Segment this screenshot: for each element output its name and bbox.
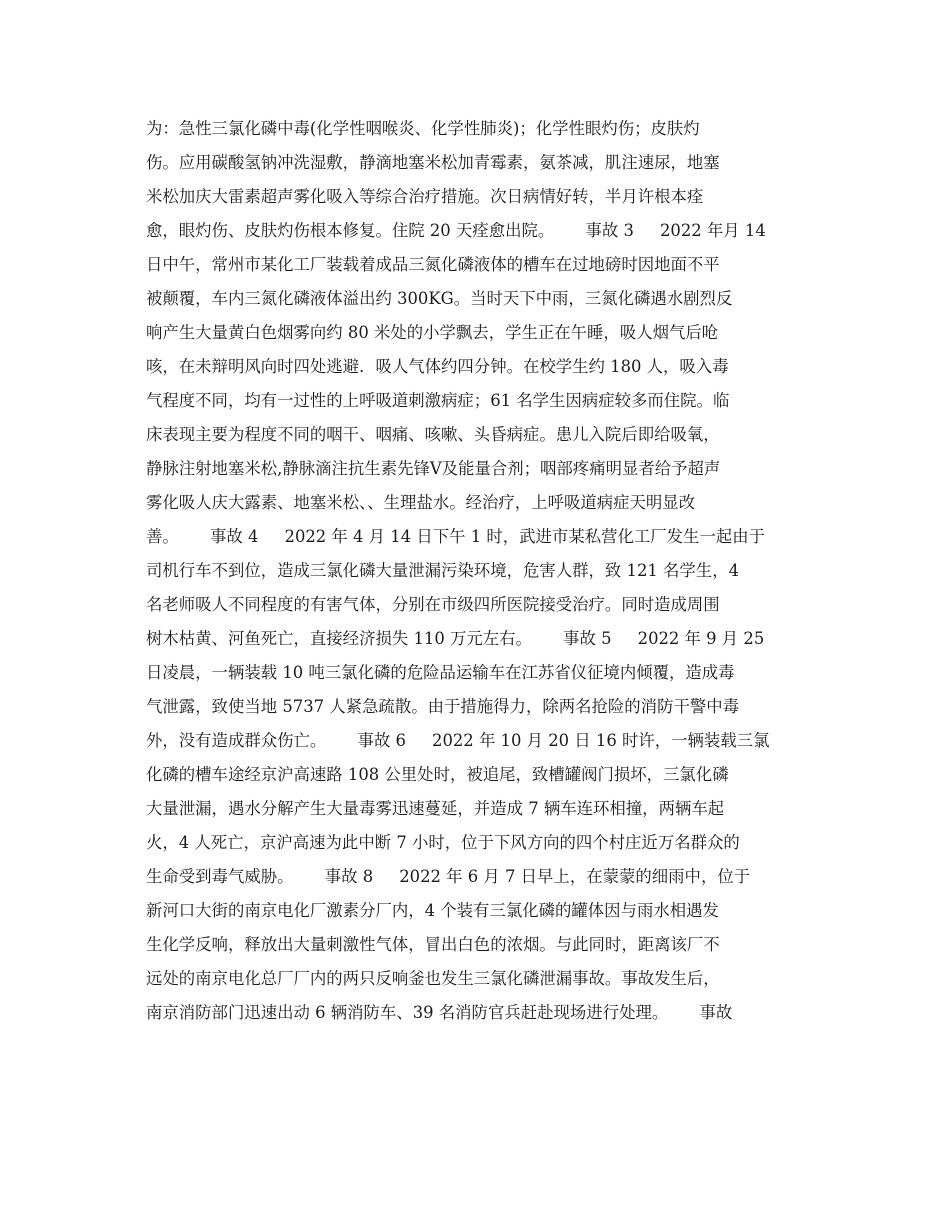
text-line: 司机行车不到位，造成三氯化磷大量泄漏污染环境，危害人群，致 121 名学生，4 xyxy=(146,561,740,580)
text-line: 远处的南京电化总厂厂内的两只反响釜也发生三氯化磷泄漏事故。事故发生后， xyxy=(146,969,720,988)
text-line: 静脉注射地塞米松,静脉滴注抗生素先锋Ⅴ及能量合剂；咽部疼痛明显者给予超声 xyxy=(146,459,721,478)
text-line: 愈，眼灼伤、皮肤灼伤根本修复。住院 20 天痊愈出院。 事故 3 2022 年月 14 xyxy=(146,221,766,240)
text-line: 树木枯黄、河鱼死亡，直接经济损失 110 万元左右。 事故 5 2022 年 9 月 25 xyxy=(146,629,765,648)
text-line: 米松加庆大雷素超声雾化吸入等综合治疗措施。次日病情好转，半月许根本痊 xyxy=(146,187,704,206)
text-line: 床表现主要为程度不同的咽干、咽痛、咳嗽、头昏病症。患儿入院后即给吸氧， xyxy=(146,425,720,444)
text-line: 新河口大街的南京电化厂激素分厂内，4 个装有三氯化磷的罐体因与雨水相遇发 xyxy=(146,901,719,920)
text-line: 名老师吸人不同程度的有害气体，分别在市级四所医院接受治疗。同时造成周围 xyxy=(146,595,720,614)
text-line: 日中午，常州市某化工厂装载着成品三氮化磷液体的槽车在过地磅时因地面不平 xyxy=(146,255,720,274)
text-line: 火，4 人死亡，京沪高速为此中断 7 小时，位于下风方向的四个村庄近万名群众的 xyxy=(146,833,740,852)
text-line: 气程度不同，均有一过性的上呼吸道刺激病症；61 名学生因病症较多而住院。临 xyxy=(146,391,730,410)
text-line: 雾化吸人庆大露素、地塞米松、、生理盐水。经治疗，上呼吸道病症天明显改 xyxy=(146,493,696,512)
text-line: 为：急性三氯化磷中毒(化学性咽喉炎、化学性肺炎)；化学性眼灼伤；皮肤灼 xyxy=(146,119,700,138)
text-line: 生化学反响，释放出大量刺激性气体，冒出白色的浓烟。与此同时，距离该厂不 xyxy=(146,935,720,954)
text-line: 响产生大量黄白色烟雾向约 80 米处的小学飘去，学生正在午睡，吸人烟气后呛 xyxy=(146,323,719,342)
text-line: 咳，在未辩明风向时四处逃避．吸人气体约四分钟。在校学生约 180 人，吸入毒 xyxy=(146,357,729,376)
text-line: 南京消防部门迅速出动 6 辆消防车、39 名消防官兵赶赴现场进行处理。 事故 xyxy=(146,1003,733,1022)
text-line: 化磷的槽车途经京沪高速路 108 公里处时，被追尾，致槽罐阀门损坏，三氯化磷 xyxy=(146,765,729,784)
text-line: 大量泄漏，遇水分解产生大量毒雾迅速蔓延，并造成 7 辆车连环相撞，两辆车起 xyxy=(146,799,725,818)
text-line: 外，没有造成群众伤亡。 事故 6 2022 年 10 月 20 日 16 时许，一辆装载三氯 xyxy=(146,731,770,750)
text-line: 日凌晨，一辆装载 10 吨三氯化磷的危险品运输车在江苏省仪征境内倾覆，造成毒 xyxy=(146,663,735,682)
text-line: 生命受到毒气威胁。 事故 8 2022 年 6 月 7 日早上，在蒙蒙的细雨中，位于 xyxy=(146,867,751,886)
text-line: 被颠覆，车内三氮化磷液体溢出约 300KG。当时天下中雨，三氮化磷遇水剧烈反 xyxy=(146,289,733,308)
text-line: 善。 事故 4 2022 年 4 月 14 日下午 1 时，武进市某私营化工厂发生一起由于 xyxy=(146,527,766,546)
text-line: 伤。应用碳酸氢钠冲洗湿敷，静滴地塞米松加青霉素，氨茶减，肌注速尿，地塞 xyxy=(146,153,720,172)
text-line: 气泄露，致使当地 5737 人紧急疏散。由于措施得力，除两名抢险的消防干警中毒 xyxy=(146,697,740,716)
